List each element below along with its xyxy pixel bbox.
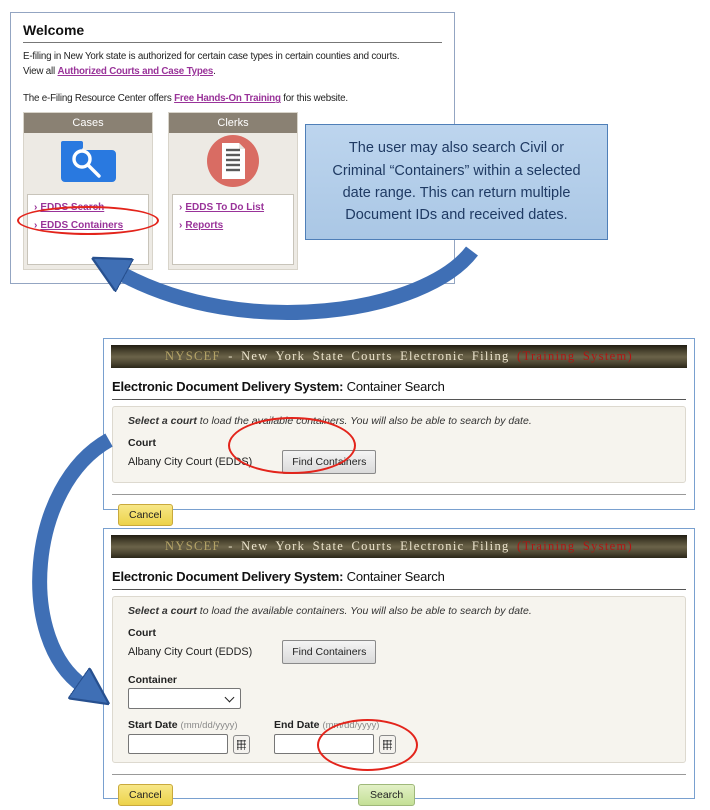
find-containers-button[interactable]: Find Containers: [282, 640, 376, 664]
end-date-format-hint: (mm/dd/yyyy): [322, 720, 380, 731]
dates-row: [128, 719, 670, 754]
nyscef-brand: NYSCEF: [165, 539, 221, 553]
page-title-rest: Container Search: [343, 379, 445, 394]
nyscef-header-title: - New York State Courts Electronic Filing: [220, 539, 517, 553]
cases-icon-area: [24, 133, 152, 194]
start-date-group: [128, 719, 250, 754]
callout-note: [305, 124, 608, 240]
divider: [112, 494, 686, 495]
edds-todo-link[interactable]: EDDS To Do List: [185, 202, 265, 213]
training-prefix: The e-Filing Resource Center offers: [23, 93, 175, 105]
free-training-link[interactable]: Free Hands-On Training: [174, 93, 281, 105]
training-system-label: (Training System): [516, 539, 633, 553]
court-value: Albany City Court (EDDS): [128, 456, 253, 468]
start-date-label-line: [128, 719, 250, 731]
cases-card-header: Cases: [24, 113, 152, 133]
start-date-label: Start Date: [128, 719, 178, 731]
instruction-text: [128, 415, 670, 427]
callout-line3: date range. This can return multiple: [342, 185, 571, 201]
start-date-calendar-icon[interactable]: [233, 735, 250, 754]
bullet-icon: ›: [179, 220, 183, 231]
clerks-card-links: [172, 194, 294, 265]
training-suffix: for this website.: [280, 93, 348, 105]
reports-link[interactable]: Reports: [185, 220, 224, 231]
instruction-text: [128, 605, 670, 617]
page-title-rest: Container Search: [343, 569, 445, 584]
divider: [112, 774, 686, 775]
reports-row: [179, 220, 287, 231]
instruction-bold: Select a court: [128, 415, 197, 427]
clerks-icon-area: [169, 133, 297, 194]
welcome-title: Welcome: [23, 22, 442, 43]
callout-line2: Criminal “Containers” within a selected: [332, 162, 581, 179]
intro-suffix: .: [213, 65, 216, 77]
container-search-panel-expanded: [103, 528, 695, 799]
cases-card: [23, 112, 153, 270]
end-date-input-line: [274, 734, 396, 754]
clerks-card-header: Clerks: [169, 113, 297, 133]
clerks-card: [168, 112, 298, 270]
find-containers-button[interactable]: Find Containers: [282, 450, 376, 474]
instruction-bold: Select a court: [128, 605, 197, 617]
cards-row: [23, 112, 298, 270]
cases-card-links: [27, 194, 149, 265]
court-label: Court: [128, 627, 156, 639]
end-date-input[interactable]: [274, 734, 374, 754]
nyscef-header-title: - New York State Courts Electronic Filing: [220, 349, 517, 363]
callout-line1: The user may also search Civil or: [348, 140, 565, 157]
nyscef-header-bar: [111, 535, 687, 558]
court-label: Court: [128, 437, 156, 449]
end-date-calendar-icon[interactable]: [379, 735, 396, 754]
instruction-rest: to load the available containers. You will also be able to search by date.: [196, 605, 532, 617]
bullet-icon: ›: [34, 202, 38, 213]
court-row: [128, 640, 670, 664]
page-title: [112, 569, 686, 590]
edds-containers-row: [34, 220, 142, 231]
button-row: [112, 504, 686, 530]
cancel-button[interactable]: Cancel: [118, 784, 173, 806]
edds-search-row: [34, 202, 142, 213]
court-row: [128, 450, 670, 474]
start-date-input[interactable]: [128, 734, 228, 754]
end-date-group: [274, 719, 396, 754]
document-icon: [206, 134, 260, 193]
end-date-label: End Date: [274, 719, 320, 731]
bullet-icon: ›: [179, 202, 183, 213]
container-select[interactable]: [128, 688, 241, 709]
intro-line1: E-filing in New York state is authorized for certain case types in certain counties and courts.: [23, 51, 400, 62]
end-date-label-line: [274, 719, 396, 731]
callout-line4: Document IDs and received dates.: [345, 207, 568, 224]
chevron-down-icon: [225, 692, 235, 702]
container-label: Container: [128, 674, 178, 686]
search-form-box: [112, 596, 686, 763]
training-paragraph: [23, 92, 442, 107]
nyscef-brand: NYSCEF: [165, 349, 221, 363]
container-search-panel-collapsed: [103, 338, 695, 521]
instruction-rest: to load the available containers. You will also be able to search by date.: [196, 415, 532, 427]
intro-paragraph: [23, 50, 442, 79]
cancel-button[interactable]: Cancel: [118, 504, 173, 526]
nyscef-header-bar: [111, 345, 687, 368]
edds-containers-link[interactable]: EDDS Containers: [40, 220, 124, 231]
court-value: Albany City Court (EDDS): [128, 646, 253, 658]
authorized-courts-link[interactable]: Authorized Courts and Case Types: [57, 65, 214, 77]
page-title: [112, 379, 686, 400]
page-title-bold: Electronic Document Delivery System:: [112, 379, 344, 394]
search-button[interactable]: Search: [358, 784, 415, 806]
button-row: [112, 784, 686, 810]
page-title-bold: Electronic Document Delivery System:: [112, 569, 344, 584]
edds-search-link[interactable]: EDDS Search: [40, 202, 105, 213]
intro-prefix: View all: [23, 65, 58, 77]
folder-search-icon: [57, 138, 119, 189]
start-date-input-line: [128, 734, 250, 754]
search-form-box: [112, 406, 686, 483]
edds-todo-row: [179, 202, 287, 213]
bullet-icon: ›: [34, 220, 38, 231]
training-system-label: (Training System): [516, 349, 633, 363]
start-date-format-hint: (mm/dd/yyyy): [180, 720, 238, 731]
